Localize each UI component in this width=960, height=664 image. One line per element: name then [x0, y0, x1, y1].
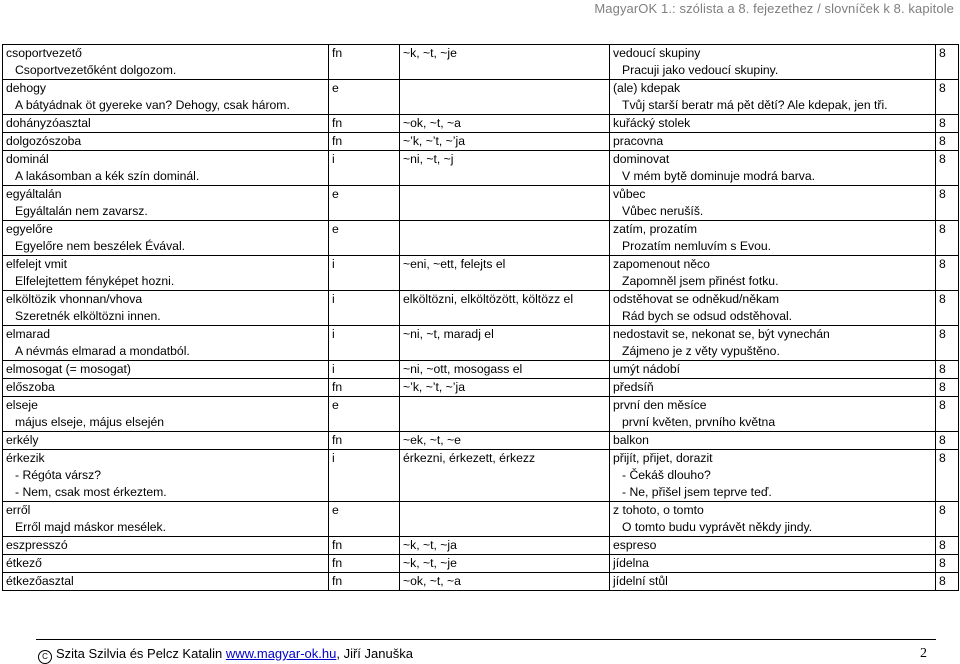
- czech-translation: nedostavit se, nekonat se, být vynechán: [613, 327, 830, 341]
- hungarian-word: elfelejt vmit: [6, 257, 67, 271]
- czech-cell: [610, 502, 936, 537]
- hungarian-example: A lakásomban a kék szín dominál.: [15, 169, 200, 183]
- table-row: [3, 326, 959, 361]
- czech-translation: kuřácký stolek: [613, 116, 691, 130]
- czech-cell: [610, 450, 936, 502]
- table-row: [3, 573, 959, 591]
- chapter-cell: [936, 186, 959, 221]
- hungarian-cell: [3, 432, 329, 450]
- pos-cell: [329, 133, 400, 151]
- chapter-cell: [936, 573, 959, 591]
- table-row: [3, 133, 959, 151]
- hungarian-cell: [3, 555, 329, 573]
- hungarian-cell: [3, 361, 329, 379]
- czech-cell: [610, 326, 936, 361]
- czech-example: první květen, prvního května: [622, 415, 776, 429]
- word-forms: érkezni, érkezett, érkezz: [403, 451, 536, 465]
- chapter-number: 8: [939, 134, 946, 148]
- footer-authors: Szita Szilvia és Pelcz Katalin: [56, 646, 223, 661]
- chapter-cell: [936, 326, 959, 361]
- forms-cell: [400, 397, 610, 432]
- hungarian-cell: [3, 379, 329, 397]
- forms-cell: [400, 361, 610, 379]
- table-row: [3, 151, 959, 186]
- page-number: 2: [920, 646, 927, 661]
- footer-divider: [36, 639, 936, 640]
- part-of-speech: fn: [332, 433, 343, 447]
- chapter-cell: [936, 45, 959, 80]
- hungarian-word: eszpresszó: [6, 538, 68, 552]
- forms-cell: [400, 502, 610, 537]
- chapter-cell: [936, 151, 959, 186]
- pos-cell: [329, 361, 400, 379]
- czech-cell: [610, 379, 936, 397]
- chapter-cell: [936, 291, 959, 326]
- word-forms: ~ok, ~t, ~a: [403, 574, 461, 588]
- czech-translation: vůbec: [613, 187, 646, 201]
- word-forms: ~k, ~t, ~je: [403, 556, 457, 570]
- chapter-cell: [936, 537, 959, 555]
- pos-cell: [329, 432, 400, 450]
- hungarian-example: Csoportvezetőként dolgozom.: [15, 63, 177, 77]
- czech-example: Rád bych se odsud odstěhoval.: [622, 309, 793, 323]
- table-row: [3, 291, 959, 326]
- forms-cell: [400, 555, 610, 573]
- hungarian-word: dehogy: [6, 81, 46, 95]
- part-of-speech: i: [332, 362, 335, 376]
- copyright-icon: C: [38, 650, 52, 664]
- hungarian-example: Szeretnék elköltözni innen.: [15, 309, 161, 323]
- hungarian-word: elmosogat (= mosogat): [6, 362, 131, 376]
- hungarian-example: május elseje, május elsején: [15, 415, 165, 429]
- pos-cell: [329, 379, 400, 397]
- chapter-cell: [936, 221, 959, 256]
- chapter-number: 8: [939, 574, 946, 588]
- hungarian-example: A bátyádnak öt gyereke van? Dehogy, csak három.: [15, 98, 290, 112]
- pos-cell: [329, 115, 400, 133]
- chapter-number: 8: [939, 116, 946, 130]
- forms-cell: [400, 115, 610, 133]
- czech-translation: z tohoto, o tomto: [613, 503, 704, 517]
- chapter-cell: [936, 432, 959, 450]
- czech-cell: [610, 221, 936, 256]
- hungarian-word: elseje: [6, 398, 38, 412]
- part-of-speech: fn: [332, 538, 343, 552]
- chapter-cell: [936, 115, 959, 133]
- word-forms: ~ni, ~ott, mosogass el: [403, 362, 523, 376]
- forms-cell: [400, 133, 610, 151]
- hungarian-example: Egyáltalán nem zavarsz.: [15, 204, 148, 218]
- hungarian-word: étkezőasztal: [6, 574, 74, 588]
- chapter-number: 8: [939, 292, 946, 306]
- hungarian-word: érkezik: [6, 451, 45, 465]
- pos-cell: [329, 397, 400, 432]
- part-of-speech: e: [332, 81, 339, 95]
- vocabulary-table: [2, 44, 959, 591]
- pos-cell: [329, 502, 400, 537]
- czech-cell: [610, 397, 936, 432]
- part-of-speech: e: [332, 222, 339, 236]
- pos-cell: [329, 80, 400, 115]
- hungarian-cell: [3, 573, 329, 591]
- czech-translation: přijít, přijet, dorazit: [613, 451, 713, 465]
- word-forms: ~’k, ~’t, ~’ja: [403, 380, 465, 394]
- part-of-speech: fn: [332, 116, 343, 130]
- czech-translation: předsíň: [613, 380, 654, 394]
- table-row: [3, 379, 959, 397]
- czech-translation: zatím, prozatím: [613, 222, 697, 236]
- word-forms: ~ni, ~t, ~j: [403, 152, 454, 166]
- table-row: [3, 432, 959, 450]
- chapter-number: 8: [939, 257, 946, 271]
- table-row: [3, 537, 959, 555]
- chapter-number: 8: [939, 222, 946, 236]
- hungarian-cell: [3, 151, 329, 186]
- part-of-speech: e: [332, 187, 339, 201]
- czech-example: - Ne, přišel jsem teprve teď.: [622, 485, 772, 499]
- chapter-number: 8: [939, 538, 946, 552]
- pos-cell: [329, 256, 400, 291]
- chapter-cell: [936, 361, 959, 379]
- czech-example: O tomto budu vyprávět někdy jindy.: [622, 520, 813, 534]
- hungarian-cell: [3, 115, 329, 133]
- part-of-speech: i: [332, 257, 335, 271]
- pos-cell: [329, 450, 400, 502]
- pos-cell: [329, 537, 400, 555]
- chapter-number: 8: [939, 433, 946, 447]
- pos-cell: [329, 45, 400, 80]
- hungarian-word: elmarad: [6, 327, 51, 341]
- hungarian-cell: [3, 133, 329, 151]
- table-row: [3, 115, 959, 133]
- hungarian-cell: [3, 221, 329, 256]
- pos-cell: [329, 291, 400, 326]
- czech-example: Vůbec nerušíš.: [622, 204, 704, 218]
- part-of-speech: fn: [332, 46, 343, 60]
- czech-cell: [610, 45, 936, 80]
- hungarian-example: - Nem, csak most érkeztem.: [15, 485, 167, 499]
- table-row: [3, 361, 959, 379]
- table-row: [3, 80, 959, 115]
- czech-translation: balkon: [613, 433, 649, 447]
- czech-translation: jídelna: [613, 556, 649, 570]
- czech-cell: [610, 133, 936, 151]
- czech-translation: pracovna: [613, 134, 664, 148]
- table-row: [3, 450, 959, 502]
- czech-example: - Čekáš dlouho?: [622, 468, 711, 482]
- czech-translation: zapomenout něco: [613, 257, 710, 271]
- table-row: [3, 397, 959, 432]
- forms-cell: [400, 45, 610, 80]
- czech-example: Prozatím nemluvím s Evou.: [622, 239, 772, 253]
- czech-translation: espreso: [613, 538, 657, 552]
- part-of-speech: i: [332, 451, 335, 465]
- word-forms: ~k, ~t, ~ja: [403, 538, 457, 552]
- czech-cell: [610, 555, 936, 573]
- table-row: [3, 221, 959, 256]
- hungarian-cell: [3, 80, 329, 115]
- table-row: [3, 555, 959, 573]
- table-row: [3, 45, 959, 80]
- chapter-number: 8: [939, 81, 946, 95]
- hungarian-cell: [3, 450, 329, 502]
- pos-cell: [329, 555, 400, 573]
- hungarian-cell: [3, 291, 329, 326]
- chapter-cell: [936, 133, 959, 151]
- word-forms: ~ni, ~t, maradj el: [403, 327, 494, 341]
- czech-translation: umýt nádobí: [613, 362, 681, 376]
- czech-translation: jídelní stůl: [613, 574, 668, 588]
- chapter-cell: [936, 555, 959, 573]
- czech-cell: [610, 573, 936, 591]
- chapter-cell: [936, 379, 959, 397]
- czech-cell: [610, 291, 936, 326]
- czech-cell: [610, 80, 936, 115]
- hungarian-cell: [3, 397, 329, 432]
- hungarian-word: erről: [6, 503, 31, 517]
- chapter-cell: [936, 80, 959, 115]
- pos-cell: [329, 326, 400, 361]
- forms-cell: [400, 151, 610, 186]
- part-of-speech: fn: [332, 556, 343, 570]
- part-of-speech: fn: [332, 380, 343, 394]
- hungarian-cell: [3, 502, 329, 537]
- word-forms: ~k, ~t, ~je: [403, 46, 457, 60]
- forms-cell: [400, 326, 610, 361]
- word-forms: ~’k, ~’t, ~’ja: [403, 134, 465, 148]
- word-forms: ~eni, ~ett, felejts el: [403, 257, 506, 271]
- chapter-number: 8: [939, 152, 946, 166]
- pos-cell: [329, 221, 400, 256]
- page-header: MagyarOK 1.: szólista a 8. fejezethez / slovníček k 8. kapitole: [594, 1, 954, 16]
- hungarian-word: csoportvezető: [6, 46, 82, 60]
- part-of-speech: i: [332, 152, 335, 166]
- forms-cell: [400, 186, 610, 221]
- forms-cell: [400, 432, 610, 450]
- word-forms: ~ek, ~t, ~e: [403, 433, 461, 447]
- forms-cell: [400, 80, 610, 115]
- czech-translation: (ale) kdepak: [613, 81, 681, 95]
- hungarian-cell: [3, 186, 329, 221]
- chapter-number: 8: [939, 362, 946, 376]
- forms-cell: [400, 537, 610, 555]
- hungarian-cell: [3, 326, 329, 361]
- chapter-cell: [936, 502, 959, 537]
- czech-translation: první den měsíce: [613, 398, 707, 412]
- czech-cell: [610, 361, 936, 379]
- forms-cell: [400, 379, 610, 397]
- hungarian-word: dolgozószoba: [6, 134, 82, 148]
- chapter-number: 8: [939, 187, 946, 201]
- hungarian-word: elköltözik vhonnan/vhova: [6, 292, 143, 306]
- hungarian-example: Erről majd máskor mesélek.: [15, 520, 167, 534]
- hungarian-example: A névmás elmarad a mondatból.: [15, 344, 190, 358]
- website-link[interactable]: www.magyar-ok.hu: [225, 646, 337, 661]
- forms-cell: [400, 256, 610, 291]
- table-row: [3, 502, 959, 537]
- pos-cell: [329, 573, 400, 591]
- forms-cell: [400, 450, 610, 502]
- part-of-speech: e: [332, 398, 339, 412]
- part-of-speech: fn: [332, 134, 343, 148]
- hungarian-word: dominál: [6, 152, 49, 166]
- forms-cell: [400, 573, 610, 591]
- chapter-cell: [936, 397, 959, 432]
- czech-example: Zájmeno je z věty vypuštěno.: [622, 344, 780, 358]
- hungarian-word: étkező: [6, 556, 42, 570]
- part-of-speech: e: [332, 503, 339, 517]
- czech-example: Tvůj starší beratr má pět dětí? Ale kdepak, jen tři.: [622, 98, 888, 112]
- footer-translator: , Jiří Januška: [336, 646, 413, 661]
- chapter-number: 8: [939, 503, 946, 517]
- footer: [38, 646, 413, 664]
- chapter-number: 8: [939, 46, 946, 60]
- pos-cell: [329, 151, 400, 186]
- chapter-cell: [936, 256, 959, 291]
- hungarian-word: egyáltalán: [6, 187, 62, 201]
- chapter-number: 8: [939, 327, 946, 341]
- forms-cell: [400, 291, 610, 326]
- pos-cell: [329, 186, 400, 221]
- czech-cell: [610, 151, 936, 186]
- czech-cell: [610, 186, 936, 221]
- chapter-number: 8: [939, 380, 946, 394]
- word-forms: ~ok, ~t, ~a: [403, 116, 461, 130]
- hungarian-word: előszoba: [6, 380, 55, 394]
- czech-example: Pracuji jako vedoucí skupiny.: [622, 63, 779, 77]
- hungarian-word: erkély: [6, 433, 39, 447]
- part-of-speech: i: [332, 327, 335, 341]
- hungarian-word: dohányzóasztal: [6, 116, 91, 130]
- czech-cell: [610, 256, 936, 291]
- chapter-number: 8: [939, 398, 946, 412]
- chapter-cell: [936, 450, 959, 502]
- hungarian-cell: [3, 537, 329, 555]
- hungarian-cell: [3, 256, 329, 291]
- chapter-number: 8: [939, 556, 946, 570]
- czech-example: V mém bytě dominuje modrá barva.: [622, 169, 816, 183]
- czech-cell: [610, 115, 936, 133]
- hungarian-example: Elfelejtettem fényképet hozni.: [15, 274, 175, 288]
- czech-example: Zapomněl jsem přinést fotku.: [622, 274, 779, 288]
- czech-cell: [610, 537, 936, 555]
- czech-translation: dominovat: [613, 152, 670, 166]
- hungarian-example: Egyelőre nem beszélek Évával.: [15, 239, 186, 253]
- hungarian-word: egyelőre: [6, 222, 53, 236]
- table-row: [3, 186, 959, 221]
- part-of-speech: fn: [332, 574, 343, 588]
- czech-cell: [610, 432, 936, 450]
- forms-cell: [400, 221, 610, 256]
- czech-translation: odstěhovat se odněkud/někam: [613, 292, 780, 306]
- czech-translation: vedoucí skupiny: [613, 46, 701, 60]
- table-row: [3, 256, 959, 291]
- chapter-number: 8: [939, 451, 946, 465]
- part-of-speech: i: [332, 292, 335, 306]
- hungarian-cell: [3, 45, 329, 80]
- hungarian-example: - Régóta vársz?: [15, 468, 102, 482]
- word-forms: elköltözni, elköltözött, költözz el: [403, 292, 574, 306]
